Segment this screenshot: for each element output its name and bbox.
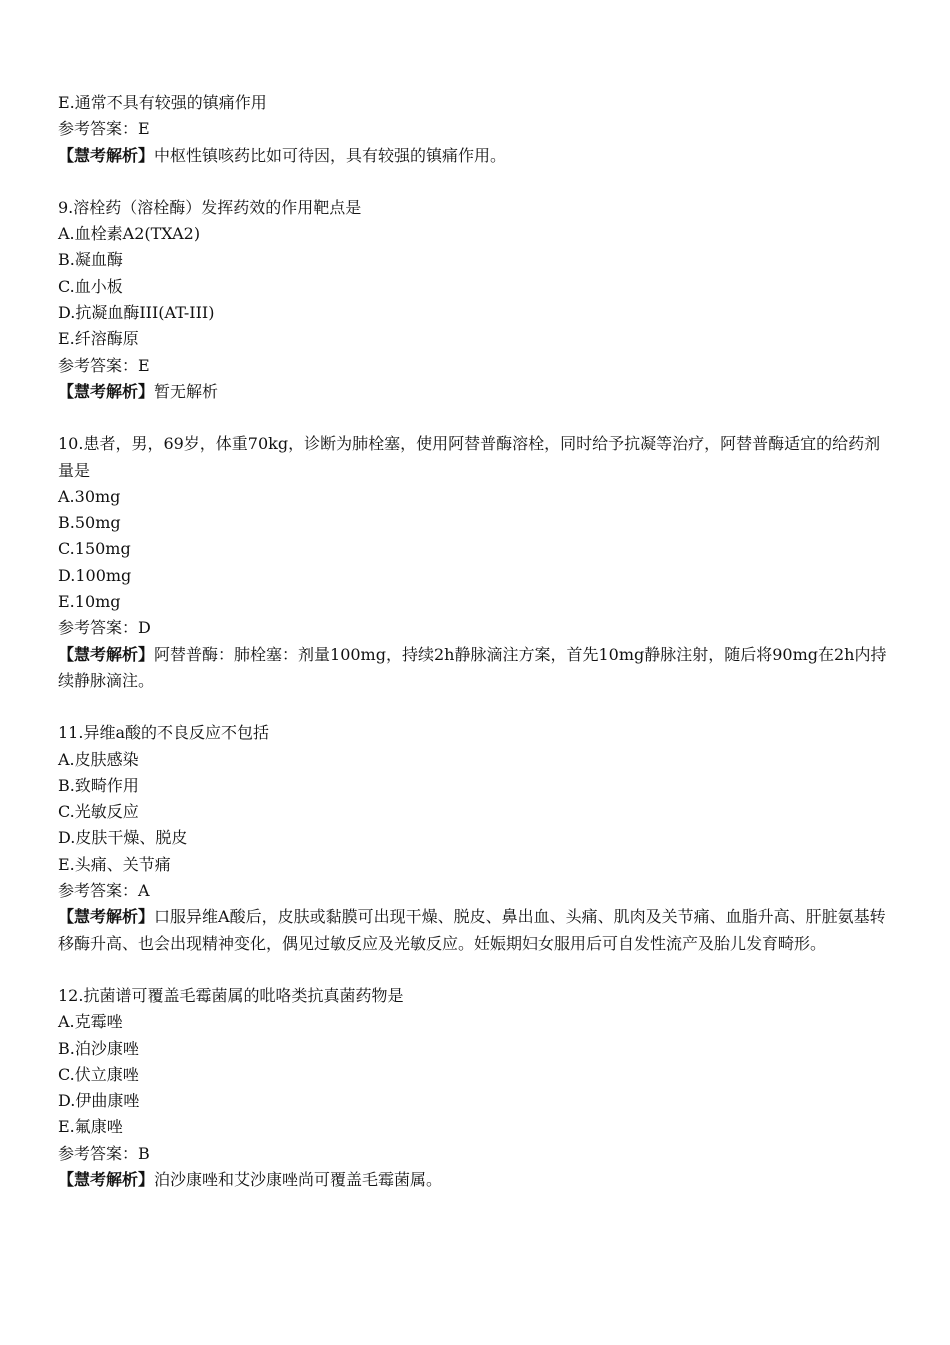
analysis-label: 【慧考解析】 (58, 145, 155, 165)
question-10 (58, 431, 896, 694)
analysis (58, 1167, 896, 1193)
option-b: B.50mg (58, 513, 121, 533)
option-e: E.10mg (58, 592, 121, 612)
analysis (58, 904, 896, 957)
option-c: C.150mg (58, 539, 131, 559)
reference-answer: 参考答案：E (58, 355, 150, 375)
option-e: E.纤溶酶原 (58, 329, 139, 349)
reference-answer: 参考答案：D (58, 618, 151, 638)
option-d: D.抗凝血酶III(AT-III) (58, 303, 215, 323)
option-c: C.伏立康唑 (58, 1064, 139, 1084)
analysis (58, 143, 896, 169)
option-d: D.皮肤干燥、脱皮 (58, 828, 188, 848)
question-8-tail (58, 90, 896, 169)
reference-answer: 参考答案：B (58, 1143, 150, 1163)
analysis-text: 暂无解析 (154, 381, 219, 401)
option-a: A.克霉唑 (58, 1012, 123, 1032)
option-b: B.凝血酶 (58, 250, 123, 270)
analysis (58, 642, 896, 695)
analysis (58, 379, 896, 405)
question-stem: 9.溶栓药（溶栓酶）发挥药效的作用靶点是 (58, 197, 362, 217)
analysis-text: 口服异维A酸后，皮肤或黏膜可出现干燥、脱皮、鼻出血、头痛、肌肉及关节痛、血脂升高、肝脏氨基转移酶升高、也会出现精神变化，偶见过敏反应及光敏反应。妊娠期妇女服用后可自发性流产及胎儿发育畸形。 (58, 907, 886, 953)
option-b: B.致畸作用 (58, 775, 139, 795)
option-a: A.30mg (58, 486, 121, 506)
option-a: A.皮肤感染 (58, 749, 139, 769)
question-stem: 12.抗菌谱可覆盖毛霉菌属的吡咯类抗真菌药物是 (58, 985, 404, 1005)
document-page (58, 90, 896, 1219)
question-9 (58, 195, 896, 405)
analysis-label: 【慧考解析】 (58, 907, 155, 927)
analysis-label: 【慧考解析】 (58, 1169, 155, 1189)
analysis-label: 【慧考解析】 (58, 644, 155, 664)
option-e: E.氟康唑 (58, 1117, 123, 1137)
option-d: D.伊曲康唑 (58, 1091, 140, 1111)
analysis-label: 【慧考解析】 (58, 381, 155, 401)
question-12 (58, 983, 896, 1193)
question-11 (58, 720, 896, 957)
analysis-text: 阿替普酶：肺栓塞：剂量100mg，持续2h静脉滴注方案，首先10mg静脉注射，随后将90mg在2h内持续静脉滴注。 (58, 644, 887, 690)
option-b: B.泊沙康唑 (58, 1038, 139, 1058)
analysis-text: 中枢性镇咳药比如可待因，具有较强的镇痛作用。 (154, 145, 507, 165)
option-e: E.通常不具有较强的镇痛作用 (58, 93, 267, 112)
reference-answer: 参考答案：E (58, 119, 150, 139)
option-e: E.头痛、关节痛 (58, 854, 171, 874)
option-c: C.光敏反应 (58, 802, 139, 822)
option-d: D.100mg (58, 565, 132, 585)
option-a: A.血栓素A2(TXA2) (58, 224, 201, 244)
reference-answer: 参考答案：A (58, 881, 150, 901)
question-stem: 10.患者，男，69岁，体重70kg，诊断为肺栓塞，使用阿替普酶溶栓，同时给予抗凝等治疗，阿替普酶适宜的给药剂量是 (58, 434, 881, 480)
question-stem: 11.异维a酸的不良反应不包括 (58, 723, 269, 743)
analysis-text: 泊沙康唑和艾沙康唑尚可覆盖毛霉菌属。 (154, 1169, 443, 1189)
option-c: C.血小板 (58, 276, 123, 296)
